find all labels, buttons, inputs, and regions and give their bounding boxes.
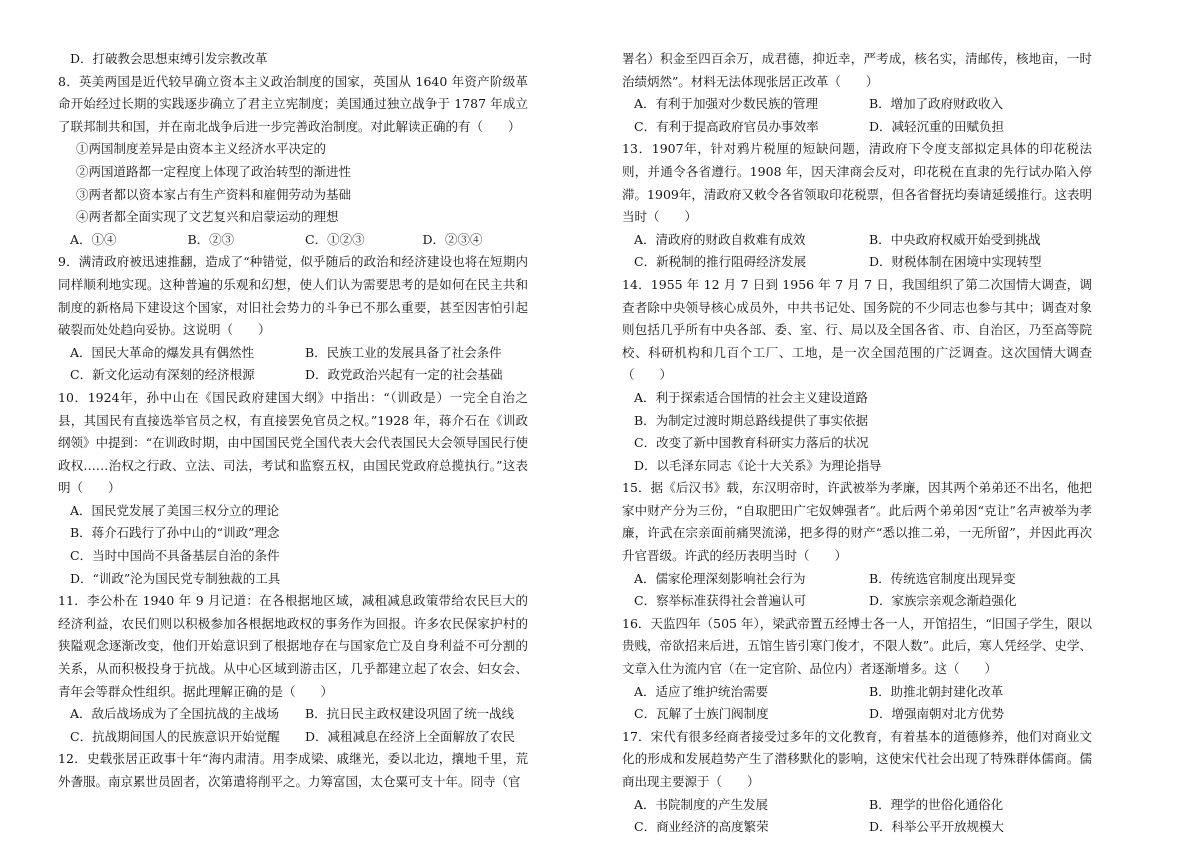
q11-stem: 11．李公朴在 1940 年 9 月记道：在各根据地区域，减租减息政策带给农民巨大的经济利益，农民们则以积极参加各根据地政权的事务作为回报。许多农民保家护村的狭隘观念逐渐改变，他们开始意识到了根据地存在与国家危亡及自身利益不可分割的关系，从而积极投身于抗战。从中心区域到游击区，几乎都建立起了农会、妇女会、青年会等群众性组织。据此理解正确的是（ ） (58, 593, 528, 699)
q16-stem: 16．天监四年（505 年），梁武帝置五经博士各一人，开馆招生，“旧国子学生，限以贵贱，帝欲招来后进，五馆生皆引寒门俊才，不限人数”。此后，寒人凭经学、史学、文章入仕为流内官（在一定官阶、品位内）者逐渐增多。这（ ） (622, 615, 1092, 677)
q8-statement-2: ②两国道路都一定程度上体现了政治转型的渐进性 (76, 163, 352, 179)
q12-option-a: A．有利于加强对少数民族的管理 (634, 96, 819, 112)
q14-stem: 14．1955 年 12 月 7 日到 1956 年 7 月 7 日，我国组织了第二次国情大调查，调查者除中央领导核心成员外，中共书记处、国务院的不少同志也参与其中；调查对象则包括几乎所有中央各部、委、室、行、局以及全国各省、市、自治区，乃至高等院校、科研机构和几百个工厂、工地，是一次全国范围的广泛调查。这次国情大调查（ ） (622, 276, 1092, 383)
q11-option-a: A．敌后战场成为了全国抗战的主战场 (70, 706, 280, 722)
q9-options-row-2 (58, 364, 528, 387)
q12-option-b: B．增加了政府财政收入 (869, 96, 1004, 112)
question-12-start (58, 748, 528, 793)
q13-option-c: C．新税制的推行阻碍经济发展 (634, 254, 807, 270)
question-9 (58, 251, 528, 387)
q15-options-row-1 (622, 568, 1092, 591)
q15-option-a: A．儒家伦理深刻影响社会行为 (634, 570, 806, 586)
q16-option-a: A．适应了维护统治需要 (634, 683, 769, 699)
question-11 (58, 590, 528, 748)
q14-option-c: C．改变了新中国教育科研实力落后的状况 (634, 435, 869, 451)
q10-option-d: D．“训政”沦为国民党专制独裁的工具 (70, 570, 281, 586)
q17-stem: 17．宋代有很多经商者接受过多年的文化教育，有着基本的道德修养，他们对商业文化的形成和发展趋势产生了潜移默化的影响，这使宋代社会出现了特殊群体儒商。儒商出现主要源于（ ） (622, 728, 1092, 789)
q17-option-a: A．书院制度的产生发展 (634, 796, 769, 812)
question-17 (622, 726, 1092, 839)
right-column (622, 48, 1092, 839)
left-column (58, 48, 528, 794)
q16-options-row-2 (622, 703, 1092, 726)
q11-options-row-1 (58, 703, 528, 726)
q10-option-b: B．蒋介石践行了孙中山的“训政”理念 (70, 525, 280, 541)
q11-options-row-2 (58, 726, 528, 749)
q12-option-c: C．有利于提高政府官员办事效率 (634, 118, 819, 134)
q11-option-b: B．抗日民主政权建设巩固了统一战线 (305, 706, 515, 722)
q8-option-a: A．①④ (70, 231, 117, 247)
q12-options-row-2 (622, 116, 1092, 139)
q13-stem: 13．1907年，针对鸦片税厘的短缺问题，清政府下令度支部拟定具体的印花税法则，并通令各省遵行。1908 年，因天津商会反对，印花税在直隶的先行试办陷入停滞。1909年，清政府又敕令各省领取印花税票，但各省督抚均奏请延缓推行。这表明当时（ ） (622, 141, 1092, 225)
q17-option-c: C．商业经济的高度繁荣 (634, 819, 769, 835)
q13-option-a: A．清政府的财政自救难有成效 (634, 231, 806, 247)
q8-option-c: C．①②③ (305, 231, 365, 247)
q8-statement-4: ④两者都全面实现了文艺复兴和启蒙运动的理想 (76, 209, 339, 225)
q13-option-d: D．财税体制在困境中实现转型 (869, 254, 1042, 270)
q9-options-row-1 (58, 342, 528, 365)
q8-statement-1: ①两国制度差异是由资本主义经济水平决定的 (76, 141, 327, 157)
q15-option-d: D．家族宗亲观念渐趋强化 (869, 593, 1017, 609)
q9-option-a: A．国民大革命的爆发具有偶然性 (70, 344, 255, 360)
question-10 (58, 387, 528, 590)
q14-option-b: B．为制定过渡时期总路线提供了事实依据 (634, 412, 869, 428)
q7-option-d: D．打破教会思想束缚引发宗教改革 (70, 51, 268, 66)
q11-option-c: C．抗战期间国人的民族意识开始觉醒 (70, 728, 280, 744)
q17-option-d: D．科举公平开放规模大 (869, 819, 1005, 835)
q17-option-b: B．理学的世俗化通俗化 (869, 796, 1004, 812)
q15-option-b: B．传统选官制度出现异变 (869, 570, 1016, 586)
q12-option-d: D．减轻沉重的田赋负担 (869, 118, 1005, 134)
question-14 (622, 274, 1092, 477)
q16-option-c: C．瓦解了士族门阀制度 (634, 706, 769, 722)
q13-options-row-1 (622, 229, 1092, 252)
q14-option-a: A．利于探索适合国情的社会主义建设道路 (634, 389, 869, 405)
q10-option-c: C．当时中国尚不具备基层自治的条件 (70, 548, 280, 564)
q16-option-b: B．助推北朝封建化改革 (869, 683, 1004, 699)
q9-option-d: D．政党政治兴起有一定的社会基础 (305, 367, 503, 383)
q8-stem: 8．英美两国是近代较早确立资本主义政治制度的国家，英国从 1640 年资产阶级革命开始经过长期的实践逐步确立了君主立宪制度；美国通过独立战争于 1787 年成立了联邦制共和国，并在南北战争后进一步完善政治制度。对此解读正确的有（ ） (58, 73, 528, 134)
q17-options-row-2 (622, 816, 1092, 839)
q9-option-c: C．新文化运动有深刻的经济根源 (70, 367, 255, 383)
question-15 (622, 477, 1092, 613)
question-13 (622, 138, 1092, 274)
q14-option-d: D．以毛泽东同志《论十大关系》为理论指导 (634, 457, 882, 473)
q9-stem: 9．满清政府被迅速推翻，造成了“种错觉，似乎随后的政治和经济建设也将在短期内同样顺利地实现。这种普遍的乐观和幻想，使人们认为需要思考的是如何在民主共和制度的新格局下建设这个国家，对旧社会势力的斗争已不那么重要，甚至因害怕引起破裂而处处趋向妥协。这说明（ ） (58, 254, 528, 338)
q8-option-b: B．②③ (187, 231, 235, 247)
q8-options (58, 229, 528, 252)
q13-options-row-2 (622, 251, 1092, 274)
question-8 (58, 71, 528, 252)
q17-options-row-1 (622, 794, 1092, 817)
q11-option-d: D．减租减息在经济上全面解放了农民 (305, 728, 516, 744)
q15-options-row-2 (622, 590, 1092, 613)
q16-options-row-1 (622, 681, 1092, 704)
q12-stem-start: 12．史载张居正政事十年“海内肃清。用李成梁、戚继光，委以北边，攘地千里，荒外詟服。南京累世员固者，次第遣将削平之。力筹富国，太仓粟可支十年。冏寺（官 (58, 751, 528, 789)
q8-option-d: D．②③④ (422, 231, 483, 247)
q15-option-c: C．察举标准获得社会普遍认可 (634, 593, 807, 609)
question-12-end (622, 48, 1092, 138)
q12-options-row-1 (622, 93, 1092, 116)
q12-stem-end: 署名）积金至四百余万，成君德，抑近幸，严考成，核名实，清邮传，核地亩，一时治绩炳然”。材料无法体现张居正改革（ ） (622, 51, 1092, 89)
q16-option-d: D．增强南朝对北方优势 (869, 706, 1005, 722)
q9-option-b: B．民族工业的发展具备了社会条件 (305, 344, 502, 360)
q15-stem: 15．据《后汉书》载，东汉明帝时，许武被举为孝廉，因其两个弟弟还不出名，他把家中财产分为三份，“自取肥田广宅奴婢强者”。此后两个弟弟因“克让”名声被举为孝廉，许武在宗亲面前痛哭流涕，把多得的财产“悉以推二弟，一无所留”，并因此再次升官晋级。许武的经历表明当时（ ） (622, 480, 1092, 564)
q8-statement-3: ③两者都以资本家占有生产资料和雇佣劳动为基础 (76, 186, 352, 202)
question-16 (622, 613, 1092, 726)
q10-stem: 10．1924年，孙中山在《国民政府建国大纲》中指出：“（训政是）一完全自治之县，其国民有直接选举官员之权，有直接罢免官员之权。”1928 年，蒋介石在《训政纲领》中提到：“在训政时期，由中国国民党全国代表大会代表国民大会领导国民行使政权……治权之行政、立法、司法，考试和监察五权，由国民党政府总揽执行。”这表明（ ） (58, 389, 528, 496)
q13-option-b: B．中央政府权威开始受到挑战 (869, 231, 1041, 247)
q10-option-a: A．国民党发展了美国三权分立的理论 (70, 502, 280, 518)
